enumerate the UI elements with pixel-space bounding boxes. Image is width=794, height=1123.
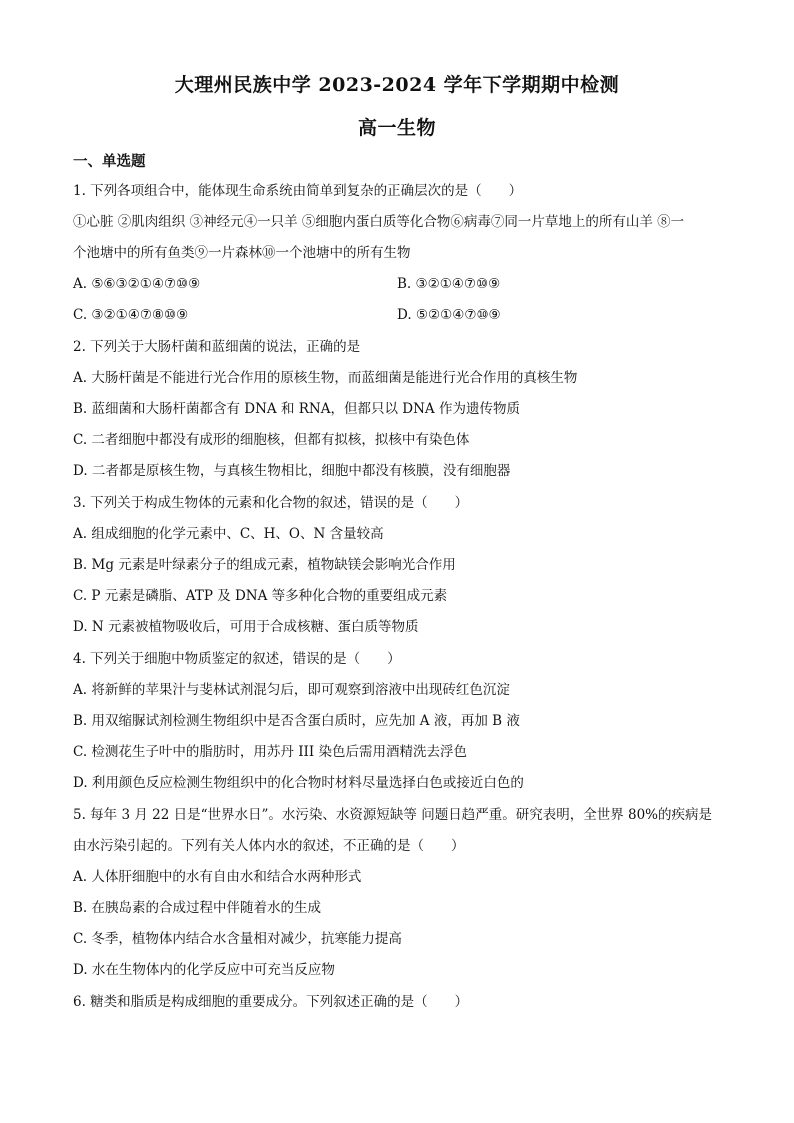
option-a: A. 组成细胞的化学元素中、C、H、O、N 含量较高 [73, 526, 384, 542]
option-b: B. ③②①④⑦⑩⑨ [397, 276, 501, 292]
option-d: D. ⑤②①④⑦⑩⑨ [397, 307, 501, 323]
option-a: A. 人体肝细胞中的水有自由水和结合水两种形式 [73, 869, 362, 885]
exam-subject: 高一生物 [357, 117, 436, 139]
option-c: C. P 元素是磷脂、ATP 及 DNA 等多种化合物的重要组成元素 [73, 588, 448, 604]
question-stem: 5. 每年 3 月 22 日是“世界水日”。水污染、水资源短缺等 问题日趋严重。研究表明，全世界 80%的疾病是 [73, 807, 712, 823]
option-b: B. Mg 元素是叶绿素分子的组成元素，植物缺镁会影响光合作用 [73, 557, 456, 573]
question-stem-continued: ①心脏 ②肌肉组织 ③神经元④一只羊 ⑤细胞内蛋白质等化合物⑥病毒⑦同一片草地上的所有山羊 ⑧一 [73, 214, 685, 230]
option-d: D. 利用颜色反应检测生物组织中的化合物时材料尽量选择白色或接近白色的 [73, 775, 524, 791]
exam-title: 大理州民族中学 2023-2024 学年下学期期中检测 [174, 74, 620, 96]
option-a: A. 大肠杆菌是不能进行光合作用的原核生物，而蓝细菌是能进行光合作用的真核生物 [73, 370, 578, 386]
question-stem: 4. 下列关于细胞中物质鉴定的叙述，错误的是（ ） [73, 651, 401, 667]
question-stem: 3. 下列关于构成生物体的元素和化合物的叙述，错误的是（ ） [73, 495, 469, 511]
option-d: D. 二者都是原核生物，与真核生物相比，细胞中都没有核膜，没有细胞器 [73, 463, 511, 479]
question-stem: 1. 下列各项组合中，能体现生命系统由简单到复杂的正确层次的是（ ） [73, 183, 523, 199]
option-c: C. ③②①④⑦⑧⑩⑨ [73, 307, 189, 323]
option-d: D. 水在生物体内的化学反应中可充当反应物 [73, 962, 335, 978]
option-c: C. 二者细胞中都没有成形的细胞核，但都有拟核，拟核中有染色体 [73, 432, 470, 448]
question-stem-continued: 个池塘中的所有鱼类⑨一片森林⑩一个池塘中的所有生物 [73, 245, 411, 261]
option-d: D. N 元素被植物吸收后，可用于合成核糖、蛋白质等物质 [73, 619, 419, 635]
question-stem: 6. 糖类和脂质是构成细胞的重要成分。下列叙述正确的是（ ） [73, 994, 469, 1010]
option-b: B. 用双缩脲试剂检测生物组织中是否含蛋白质时，应先加 A 液，再加 B 液 [73, 713, 520, 729]
question-stem: 2. 下列关于大肠杆菌和蓝细菌的说法，正确的是 [73, 339, 361, 355]
option-b: B. 蓝细菌和大肠杆菌都含有 DNA 和 RNA，但都只以 DNA 作为遗传物质 [73, 401, 520, 417]
option-c: C. 检测花生子叶中的脂肪时，用苏丹 III 染色后需用酒精洗去浮色 [73, 744, 468, 760]
section-heading: 一、单选题 [73, 153, 146, 170]
option-a: A. 将新鲜的苹果汁与斐林试剂混匀后，即可观察到溶液中出现砖红色沉淀 [73, 682, 510, 698]
question-stem-continued: 由水污染引起的。下列有关人体内水的叙述，不正确的是（ ） [73, 838, 465, 854]
option-c: C. 冬季，植物体内结合水含量相对减少，抗寒能力提高 [73, 931, 402, 947]
option-b: B. 在胰岛素的合成过程中伴随着水的生成 [73, 900, 322, 916]
option-a: A. ⑤⑥③②①④⑦⑩⑨ [73, 276, 201, 292]
